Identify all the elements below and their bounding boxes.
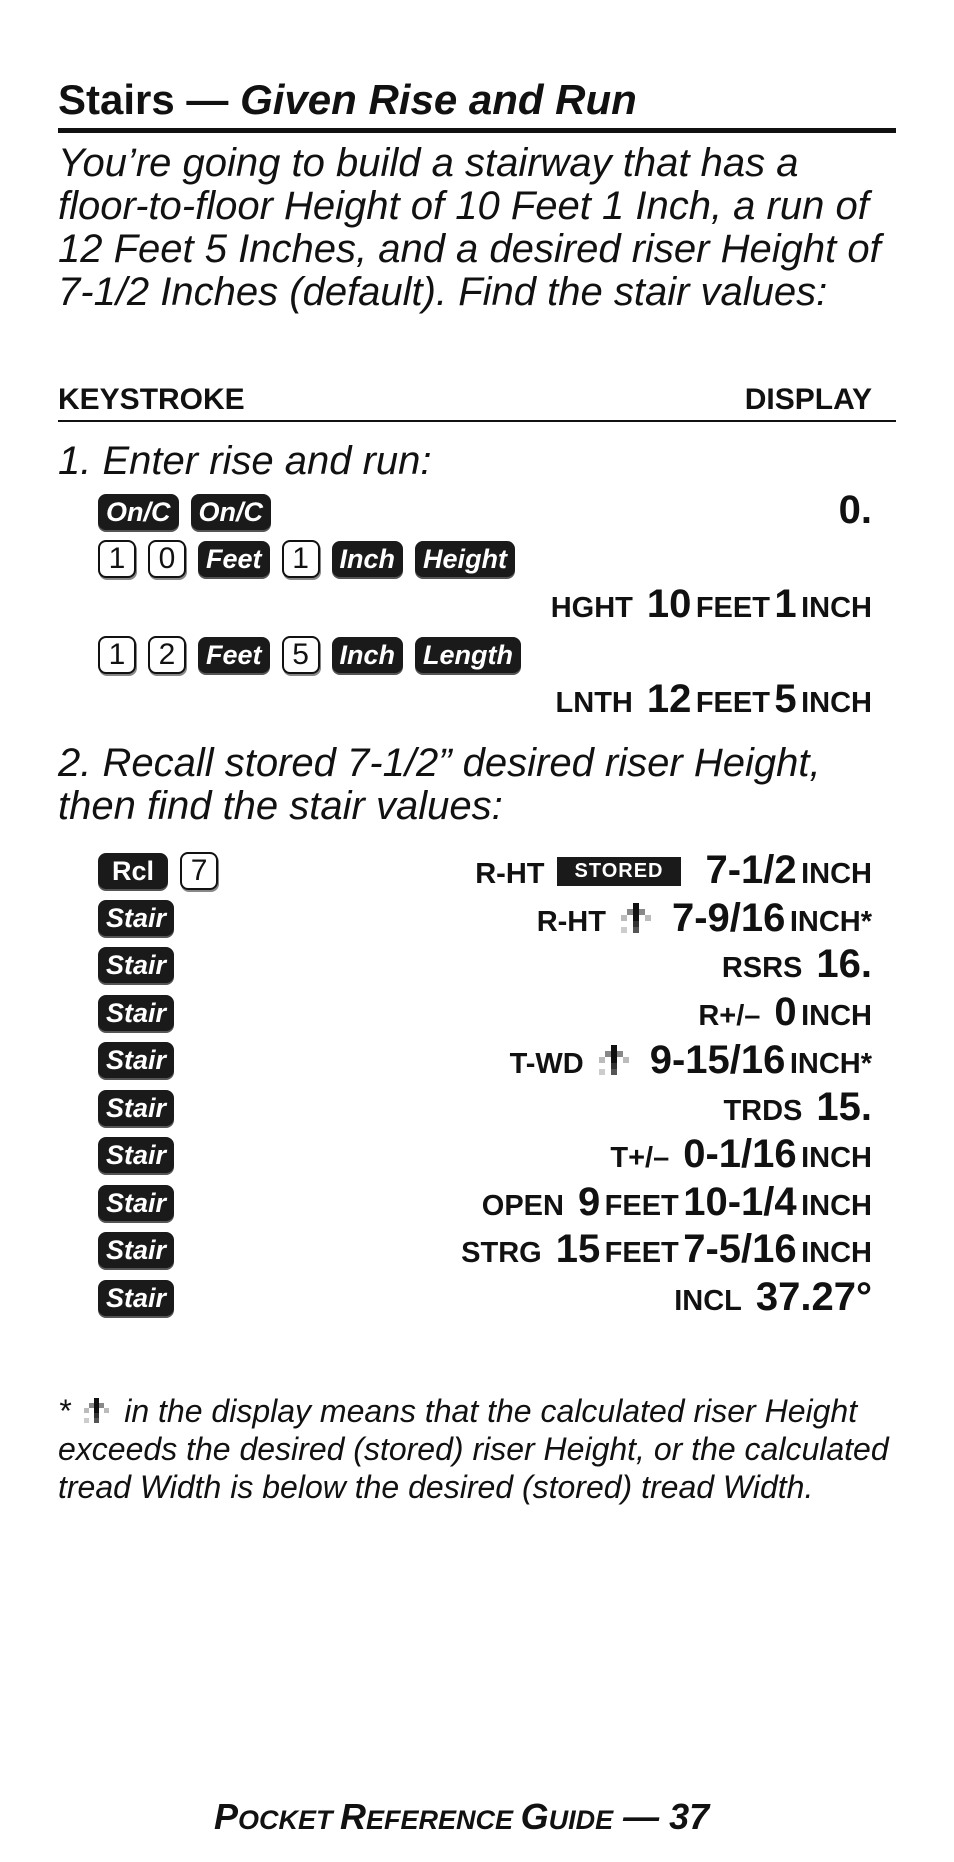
digit-key: 0 <box>148 540 186 578</box>
keystroke-row <box>98 898 174 938</box>
column-header <box>58 380 896 422</box>
display-readout <box>698 990 872 1036</box>
manual-page <box>58 0 896 1862</box>
stair-key: Stair <box>98 1185 174 1221</box>
height-key: Height <box>415 541 515 577</box>
display-unit: INCH <box>801 1237 872 1269</box>
display-readout <box>723 1085 872 1131</box>
display-unit: INCH* <box>789 1048 872 1080</box>
display-readout <box>556 677 872 723</box>
display-value: 0 <box>774 990 797 1034</box>
keystroke-row <box>98 1230 174 1270</box>
exceeds-arrow-icon <box>79 1396 115 1426</box>
inch-key: Inch <box>332 637 404 673</box>
title-main: Stairs — <box>58 76 241 123</box>
stair-key: Stair <box>98 1137 174 1173</box>
display-unit: INCH* <box>789 906 872 938</box>
display-value: 0-1/16 <box>683 1132 797 1176</box>
keystroke-row <box>98 1088 174 1128</box>
display-label: RSRS <box>721 952 803 984</box>
keystroke-row <box>98 539 515 579</box>
title-subtitle: Given Rise and Run <box>240 76 637 123</box>
keystroke-row <box>98 1183 174 1223</box>
feet-key: Feet <box>198 637 270 673</box>
length-key: Length <box>415 637 521 673</box>
display-readout <box>839 488 872 534</box>
display-value: 7-9/16 <box>671 896 786 940</box>
step-2-instruction <box>58 742 896 828</box>
digit-key: 1 <box>98 636 136 674</box>
rcl-key: Rcl <box>98 853 168 889</box>
display-value: 37.27° <box>755 1275 872 1319</box>
display-value: 12 <box>646 677 692 721</box>
digit-key: 1 <box>98 540 136 578</box>
stored-badge: STORED <box>557 857 682 886</box>
stair-key: Stair <box>98 1280 174 1316</box>
display-label: R-HT <box>475 858 545 890</box>
display-label: R-HT <box>536 906 606 938</box>
on-c-key: On/C <box>191 494 272 530</box>
display-readout <box>674 1275 872 1321</box>
display-value: 15 <box>555 1227 601 1271</box>
on-c-key: On/C <box>98 494 179 530</box>
display-value: 5 <box>774 677 797 721</box>
display-unit: FEET <box>695 687 770 719</box>
display-readout <box>510 1037 872 1083</box>
display-label: HGHT <box>550 592 633 624</box>
keystroke-row <box>98 993 174 1033</box>
footnote <box>58 1392 896 1506</box>
display-unit: INCH <box>801 687 872 719</box>
exceeds-arrow-icon <box>594 1041 636 1077</box>
feet-key: Feet <box>198 541 270 577</box>
display-unit: FEET <box>695 592 770 624</box>
display-readout <box>482 1180 872 1226</box>
keystroke-row <box>98 1040 174 1080</box>
display-value: 10 <box>646 582 692 626</box>
footnote-text: in the display means that the calculated riser Height exceeds the desired (stored) riser Height, or the calculated tread Width is below the desired (stored) tread Width. <box>58 1393 889 1505</box>
keystroke-row <box>98 945 174 985</box>
display-readout <box>537 895 872 941</box>
stair-key: Stair <box>98 900 174 936</box>
display-unit: INCH <box>801 592 872 624</box>
intro-paragraph: You’re going to build a stairway that has a floor-to-floor Height of 10 Feet 1 Inch, a run of 12 Feet 5 Inches, and a desired riser Height of 7-1/2 Inches (default). Find the stair values: <box>58 141 881 314</box>
display-value: 7-1/2 <box>705 848 797 892</box>
display-unit: FEET <box>604 1237 679 1269</box>
stair-key: Stair <box>98 995 174 1031</box>
step-2-line-2: then find the stair values: <box>58 784 503 828</box>
display-value: 9-15/16 <box>649 1038 786 1082</box>
display-unit: INCH <box>801 1190 872 1222</box>
keystroke-column-label: KEYSTROKE <box>58 383 245 416</box>
step-2-line-1: 2. Recall stored 7-1/2” desired riser Height, <box>58 741 821 785</box>
footer-title: POCKET REFERENCE GUIDE — 37 <box>214 1796 710 1837</box>
display-readout <box>551 582 872 628</box>
display-label: LNTH <box>555 687 633 719</box>
page-number: 37 <box>669 1796 710 1837</box>
display-unit: FEET <box>604 1190 679 1222</box>
display-readout <box>610 1132 872 1178</box>
keystroke-row <box>98 1278 174 1318</box>
display-value: 7-5/16 <box>683 1227 797 1271</box>
digit-key: 1 <box>282 540 320 578</box>
stair-key: Stair <box>98 1042 174 1078</box>
keystroke-row <box>98 635 521 675</box>
inch-key: Inch <box>332 541 404 577</box>
display-value: 10-1/4 <box>683 1180 797 1224</box>
exceeds-arrow-icon <box>616 899 658 935</box>
display-value: 0. <box>838 488 872 532</box>
digit-key: 2 <box>148 636 186 674</box>
display-label: TRDS <box>723 1095 803 1127</box>
display-unit: INCH <box>801 1000 872 1032</box>
display-label: T+/– <box>610 1142 670 1174</box>
display-readout <box>461 1227 872 1273</box>
display-label: R+/– <box>698 1000 761 1032</box>
keystroke-row <box>98 851 218 891</box>
display-column-label: DISPLAY <box>744 383 872 416</box>
display-unit: INCH <box>801 858 872 890</box>
display-unit: INCH <box>801 1142 872 1174</box>
display-value: 16. <box>816 942 872 986</box>
keystroke-row <box>98 492 271 532</box>
display-readout <box>722 942 872 988</box>
page-title <box>58 74 896 133</box>
display-readout <box>475 848 872 894</box>
step-1-instruction: 1. Enter rise and run: <box>58 439 432 483</box>
stair-key: Stair <box>98 1232 174 1268</box>
display-label: T-WD <box>509 1048 584 1080</box>
display-label: OPEN <box>481 1190 564 1222</box>
display-value: 15. <box>816 1085 872 1129</box>
display-label: INCL <box>674 1285 742 1317</box>
stair-key: Stair <box>98 947 174 983</box>
display-label: STRG <box>461 1237 542 1269</box>
keystroke-row <box>98 1135 174 1175</box>
digit-key: 7 <box>180 852 218 890</box>
stair-key: Stair <box>98 1090 174 1126</box>
display-value: 9 <box>577 1180 601 1224</box>
digit-key: 5 <box>282 636 320 674</box>
display-value: 1 <box>774 582 797 626</box>
footnote-star: * <box>58 1393 71 1429</box>
